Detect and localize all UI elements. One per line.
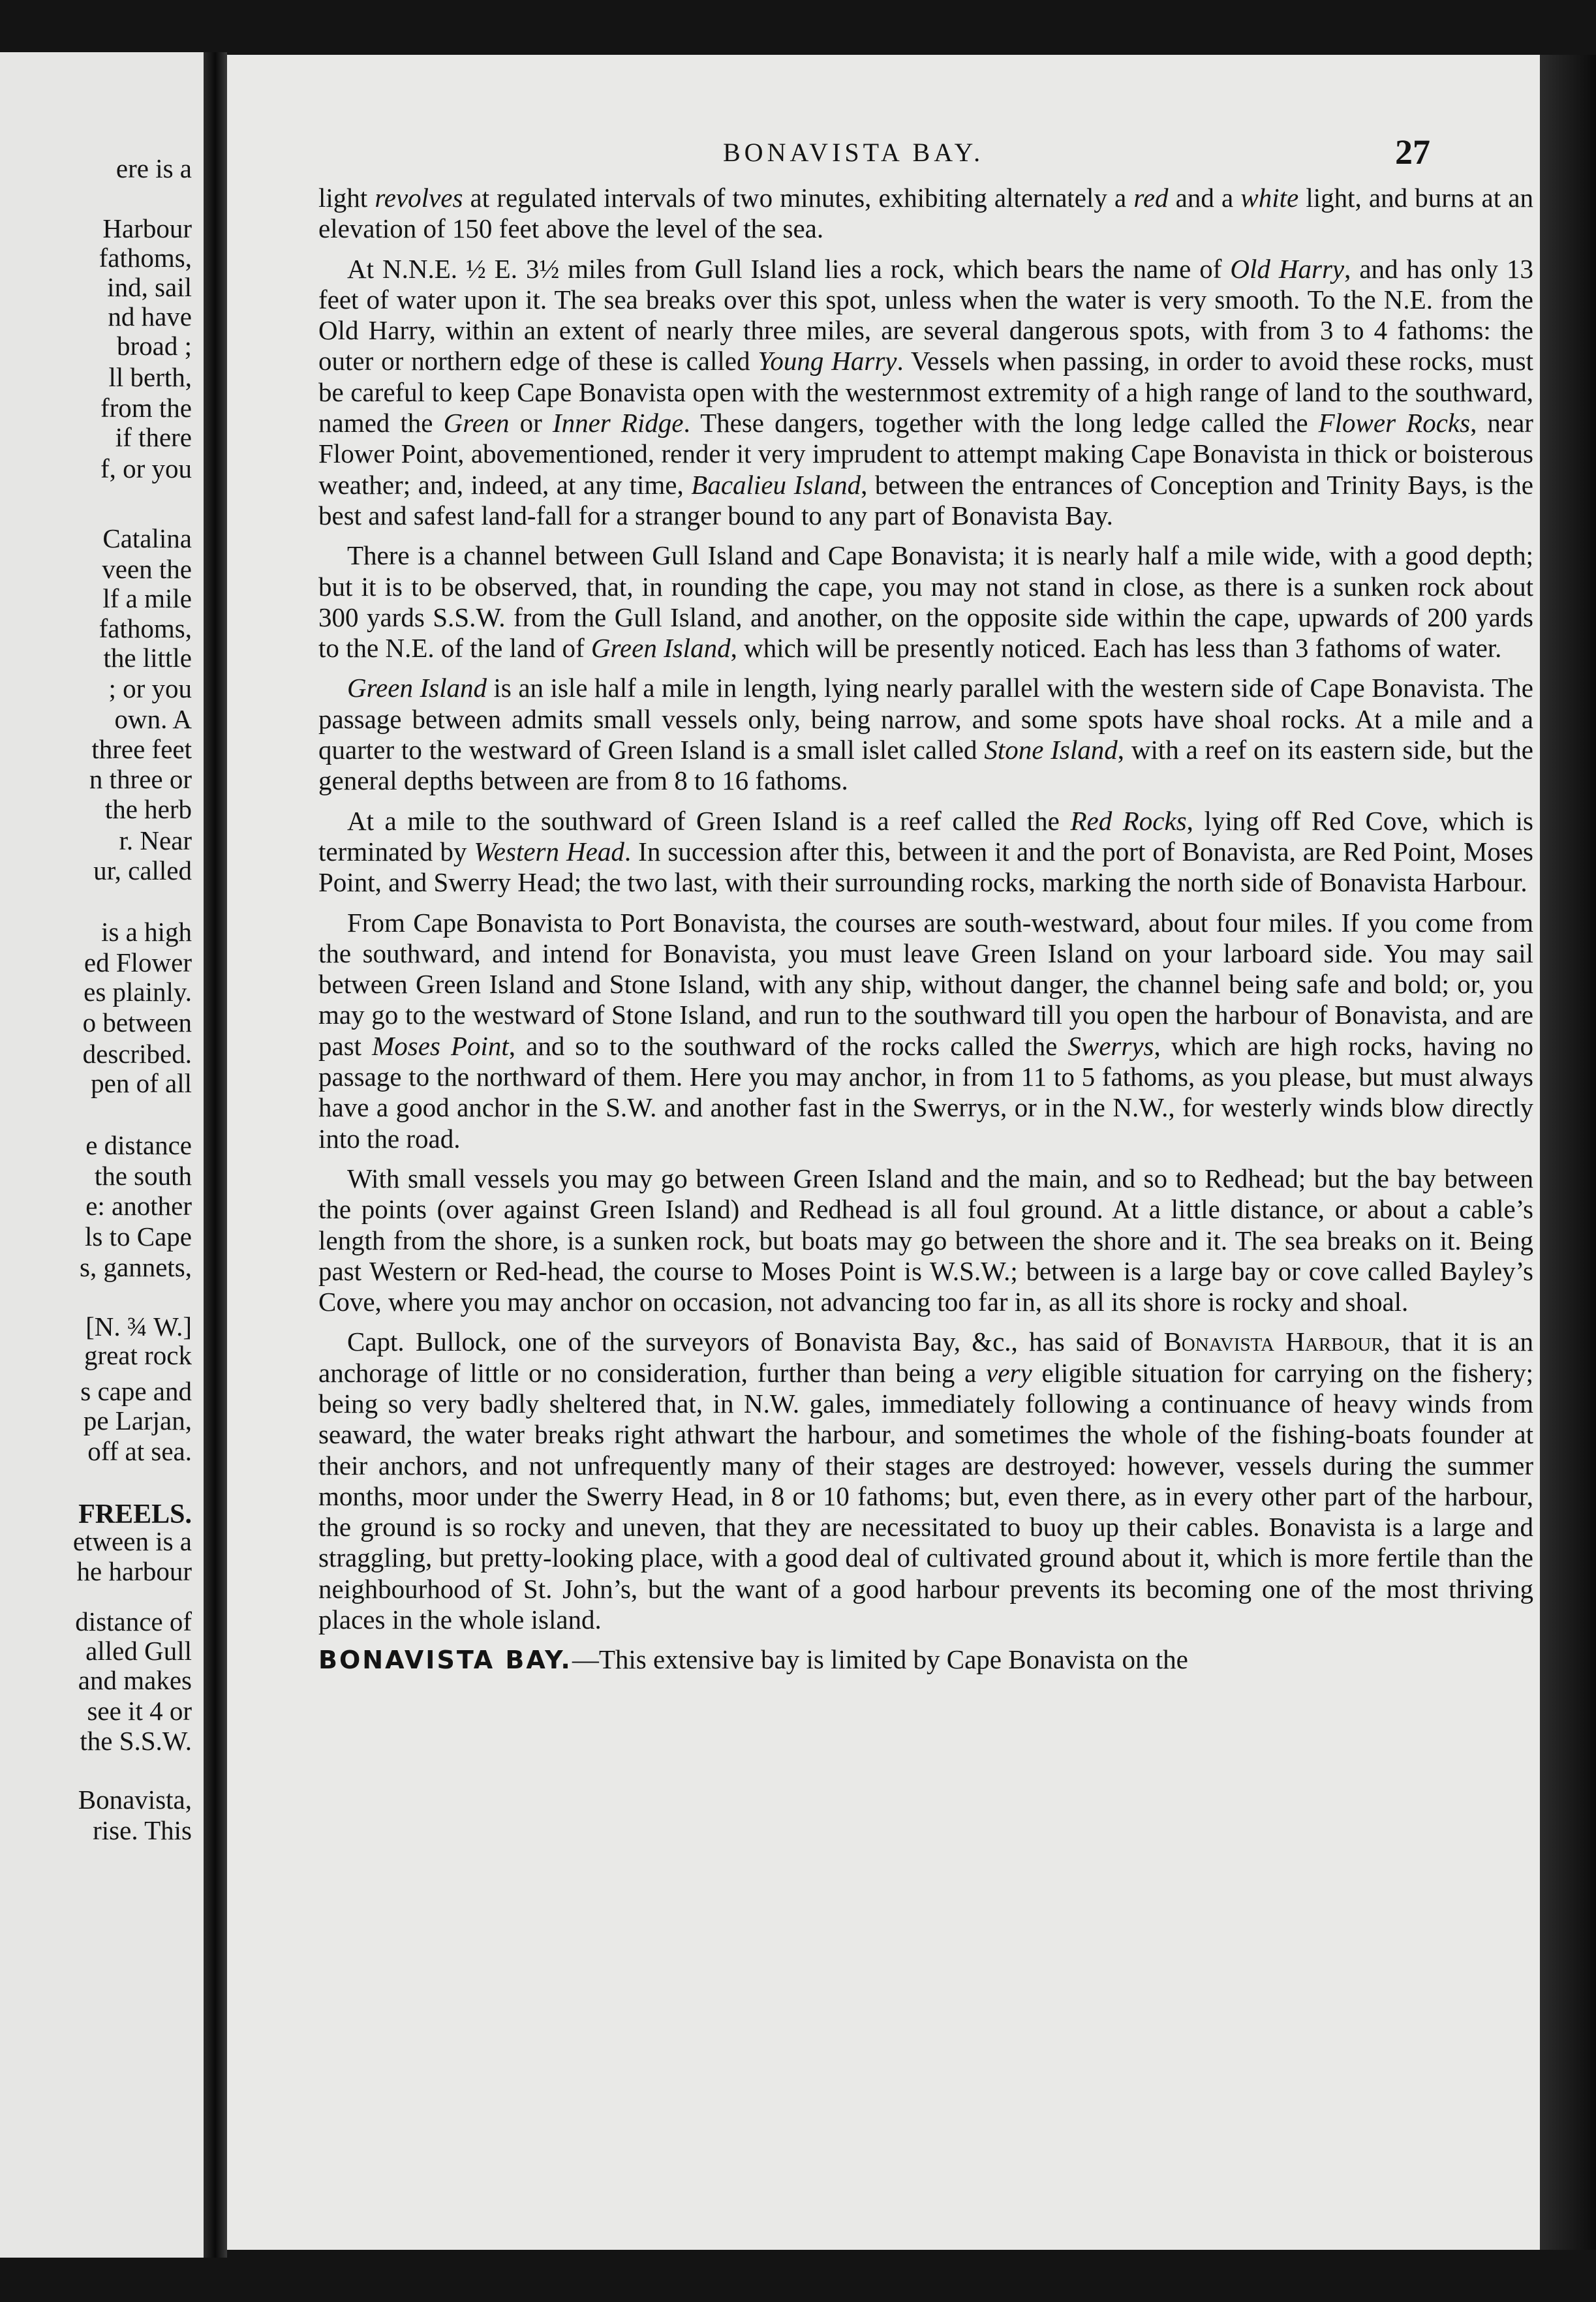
body-text — [318, 183, 1533, 1685]
previous-page-fragment — [0, 52, 204, 2258]
paragraph-light-revolves: light revolves at regulated intervals of two minutes, exhibiting alternately a red and a white light, and burns at an elevation of 150 feet above the level of the sea. — [318, 183, 1533, 244]
previous-page-line: the south — [94, 1161, 192, 1191]
paragraph-capt-bullock: Capt. Bullock, one of the surveyors of Bonavista Bay, &c., has said of Bonavista Harbour, that it is an anchorage of little or no consideration, further than being a very eligible situation for carrying on the fishery; being so very badly sheltered that, in N.W. gales, immediately following a continuance of heavy winds from seaward, the water breaks right athwart the harbour, and sometimes the whole of the fishing-boats founder at their anchors, and not unfrequently many of their stages are destroyed: however, vessels during the summer months, moor under the Swerry Head, in 8 or 10 fathoms; but, even there, as in every other part of the harbour, the ground is so rocky and uneven, that they are necessitated to buoy up their cables. Bonavista is a large and straggling, but pretty-looking place, with a good deal of cultivated ground about it, which is more fertile than the neighbourhood of St. John’s, but the want of a good harbour prevents its becoming one of the most thriving places in the whole island. — [318, 1327, 1533, 1635]
paragraph-green-island: Green Island is an isle half a mile in length, lying nearly parallel with the western side of Cape Bonavista. The passage between admits small vessels only, being narrow, and some spots have shoal rocks. At a mile and a quarter to the westward of Green Island is a small islet called Stone Island, with a reef on its eastern side, but the general depths between are from 8 to 16 fathoms. — [318, 673, 1533, 796]
previous-page-line: ; or you — [108, 673, 192, 703]
previous-page-line: fathoms, — [99, 613, 192, 643]
page-edge — [1540, 55, 1596, 2250]
previous-page-line: ind, sail — [107, 272, 192, 302]
previous-page-line: fathoms, — [99, 243, 192, 273]
previous-page-line: and makes — [78, 1665, 192, 1695]
previous-page-line: own. A — [114, 704, 192, 734]
previous-page-line: s, gannets, — [80, 1252, 192, 1282]
previous-page-line: from the — [100, 393, 192, 423]
paragraph-old-harry: At N.N.E. ½ E. 3½ miles from Gull Island lies a rock, which bears the name of Old Harry, and has only 13 feet of water upon it. The sea breaks over this spot, unless when the water is very smooth. To the N.E. from the Old Harry, within an extent of nearly three miles, are several dangerous spots, with from 3 to 4 fathoms: the outer or northern edge of these is called Young Harry. Vessels when passing, in order to avoid these rocks, must be careful to keep Cape Bonavista open with the westernmost extremity of a high range of land to the southward, named the Green or Inner Ridge. These dangers, together with the long ledge called the Flower Rocks, near Flower Point, abovementioned, render it very imprudent to attempt making Cape Bonavista in thick or boisterous weather; and, indeed, at any time, Bacalieu Island, between the entrances of Conception and Trinity Bays, is the best and safest land-fall for a stranger bound to any part of Bonavista Bay. — [318, 253, 1534, 530]
previous-page-line: he harbour — [76, 1556, 192, 1586]
previous-page-line: [N. ¾ W.] — [85, 1312, 192, 1342]
previous-page-line: n three or — [89, 764, 192, 794]
previous-page-line: ere is a — [115, 153, 192, 183]
previous-page-line: f, or you — [100, 453, 192, 483]
previous-page-line: lf a mile — [102, 583, 192, 613]
previous-page-line: r. Near — [119, 825, 192, 855]
paragraph-bonavista-bay: BONAVISTA BAY.—This extensive bay is limited by Cape Bonavista on the — [318, 1644, 1188, 1675]
previous-page-line: off at sea. — [87, 1436, 192, 1466]
previous-page-line: pe Larjan, — [83, 1405, 192, 1435]
previous-page-line: ls to Cape — [85, 1221, 192, 1251]
previous-page-line: nd have — [108, 301, 192, 331]
previous-page-line: e distance — [85, 1130, 192, 1160]
previous-page-line: three feet — [91, 734, 192, 764]
previous-page-line: distance of — [75, 1606, 192, 1636]
page-number: 27 — [1395, 132, 1430, 172]
previous-page-line: FREELS. — [78, 1499, 192, 1529]
paragraph-channel: There is a channel between Gull Island and Cape Bonavista; it is nearly half a mile wide, with a good depth; but it is to be observed, that, in rounding the cape, you may not stand in close, as there is a sunken rock about 300 yards S.S.W. from the Gull Island, and another, on the opposite side within the cape, upwards of 200 yards to the N.E. of the land of Green Island, which will be presently noticed. Each has less than 3 fathoms of water. — [318, 540, 1533, 664]
running-head-title: BONAVISTA BAY. — [723, 138, 985, 167]
paragraph-courses: From Cape Bonavista to Port Bonavista, the courses are south-westward, about four miles. If you come from the southward, and intend for Bonavista, you must leave Green Island on your larboard side. You may sail between Green Island and Stone Island, with any ship, without danger, the channel being safe and bold; or, you may go to the westward of Stone Island, and run to the southward till you open the harbour of Bonavista, and are past Moses Point, and so to the southward of the rocks called the Swerrys, which are high rocks, having no passage to the northward of them. Here you may anchor, in from 11 to 5 fathoms, as you please, but must always have a good anchor in the S.W. and another fast in the Swerrys, or in the N.W., for westerly winds blow directly into the road. — [318, 907, 1533, 1154]
previous-page-line: great rock — [84, 1340, 192, 1370]
previous-page-line: Harbour — [102, 213, 192, 243]
previous-page-line: ll berth, — [108, 362, 192, 392]
previous-page-line: the little — [103, 643, 192, 673]
previous-page-line: if there — [115, 422, 192, 452]
previous-page-line: Catalina — [102, 523, 192, 553]
previous-page-line: pen of all — [91, 1068, 192, 1098]
book-gutter — [204, 52, 227, 2258]
section-heading: BONAVISTA BAY. — [318, 1646, 572, 1675]
previous-page-line: the S.S.W. — [80, 1726, 192, 1756]
previous-page-line: s cape and — [80, 1376, 192, 1406]
paragraph-red-rocks: At a mile to the southward of Green Island is a reef called the Red Rocks, lying off Red Cove, which is terminated by Western Head. In succession after this, between it and the port of Bonavista, are Red Point, Moses Point, and Swerry Head; the two last, with their surrounding rocks, marking the north side of Bonavista Harbour. — [318, 805, 1534, 898]
previous-page-line: veen the — [102, 554, 192, 584]
previous-page-line: etween is a — [72, 1526, 192, 1556]
running-head — [227, 132, 1540, 171]
previous-page-line: the herb — [104, 794, 192, 824]
previous-page-line: ur, called — [93, 855, 192, 885]
previous-page-line: broad ; — [117, 331, 192, 361]
previous-page-line: is a high — [101, 917, 192, 947]
previous-page-line: o between — [82, 1007, 192, 1037]
previous-page-line: es plainly. — [84, 977, 192, 1007]
previous-page-line: alled Gull — [85, 1636, 192, 1666]
previous-page-line: see it 4 or — [87, 1696, 192, 1726]
paragraph-small-vessels: With small vessels you may go between Green Island and the main, and so to Redhead; but the bay between the points (over against Green Island) and Redhead is all foul ground. At a little distance, or about a cable’s length from the shore, is a sunken rock, but boats may go between the shore and it. The sea breaks on it. Being past Western or Red-head, the course to Moses Point is W.S.W.; between is a large bay or cove called Bayley’s Cove, where you may anchor on occasion, not advancing too far in, as all its shore is rocky and shoal. — [318, 1163, 1533, 1317]
previous-page-line: e: another — [85, 1191, 192, 1221]
book-page — [227, 55, 1540, 2250]
previous-page-line: described. — [82, 1039, 192, 1069]
previous-page-line: ed Flower — [84, 947, 192, 977]
previous-page-line: rise. This — [93, 1815, 192, 1845]
previous-page-line: Bonavista, — [78, 1785, 192, 1815]
